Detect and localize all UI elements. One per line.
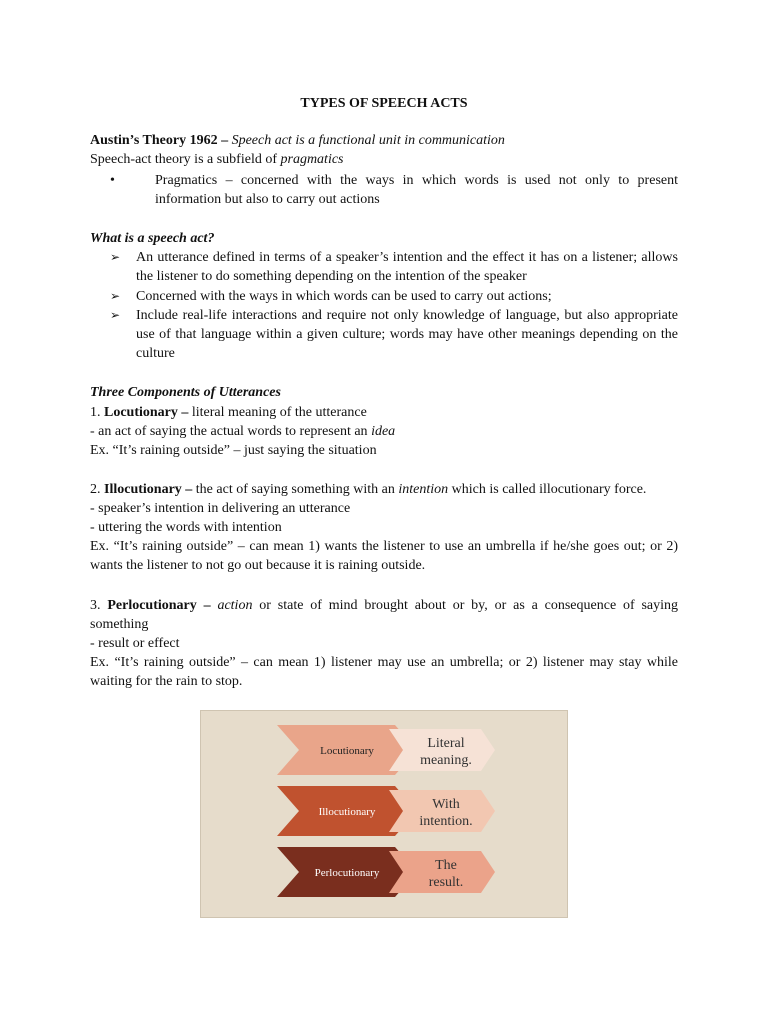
what-point-2	[110, 287, 678, 306]
page-title: TYPES OF SPEECH ACTS	[300, 96, 468, 111]
what-point-text: Include real-life interactions and require not only knowledge of language, but also appropriate use of that language within a given culture; words may have other meanings depending on the culture	[136, 308, 678, 362]
diagram-row-perlocutionary	[277, 847, 495, 897]
perlocutionary-term: Perlocutionary –	[107, 598, 211, 613]
illocutionary-line2: - speaker’s intention in delivering an utterance	[90, 501, 351, 516]
what-point-3	[110, 306, 678, 364]
locutionary-definition	[90, 403, 678, 422]
pragmatics-bullet-text: Pragmatics – concerned with the ways in which words is used not only to present information but also to carry out actions	[155, 173, 678, 208]
diagram-rows	[277, 725, 495, 897]
illocutionary-desc-line1: With	[432, 797, 460, 812]
illocutionary-term: Illocutionary –	[104, 482, 193, 497]
austin-theory-line	[90, 131, 678, 150]
components-heading-text: Three Components of Utterances	[90, 385, 281, 400]
illocutionary-example: Ex. “It’s raining outside” – can mean 1) wants the listener to use an umbrella if he/she goes out; or 2) wants the listener to not go out because it is raining outside.	[90, 539, 678, 574]
locutionary-term: Locutionary –	[104, 405, 189, 420]
locutionary-desc-line1: Literal	[427, 736, 465, 751]
locutionary-def: literal meaning of the utterance	[188, 405, 367, 420]
perlocutionary-line2: - result or effect	[90, 636, 180, 651]
speech-act-diagram-svg	[201, 711, 567, 917]
what-point-text: An utterance defined in terms of a speaker’s intention and the effect it has on a listener; allows the listener to do something depending on the intention of the speaker	[136, 250, 678, 285]
locutionary-line2	[90, 422, 678, 441]
locutionary-desc-line2: meaning.	[420, 753, 472, 768]
illocutionary-def-post: which is called illocutionary force.	[448, 482, 647, 497]
perlocutionary-label: Perlocutionary	[314, 867, 380, 879]
diagram-row-locutionary	[277, 725, 495, 775]
bullet-dot-icon: •	[110, 173, 115, 188]
perlocutionary-definition	[90, 596, 678, 634]
what-point-1	[110, 248, 678, 286]
pragmatics-bullet	[110, 171, 678, 209]
diagram-row-illocutionary	[277, 786, 495, 836]
subfield-term: pragmatics	[280, 152, 344, 167]
locutionary-example: Ex. “It’s raining outside” – just saying the situation	[90, 443, 377, 458]
what-heading-text: What is a speech act?	[90, 231, 215, 246]
arrow-bullet-icon: ➢	[110, 250, 121, 264]
austin-heading: Austin’s Theory 1962 –	[90, 133, 229, 148]
arrow-bullet-icon: ➢	[110, 308, 121, 322]
speech-act-diagram	[200, 710, 568, 918]
locutionary-label: Locutionary	[320, 745, 374, 757]
illocutionary-label: Illocutionary	[318, 806, 376, 818]
perlocutionary-def-em: action	[217, 598, 253, 613]
perlocutionary-desc-line2: result.	[428, 875, 464, 890]
arrow-bullet-icon: ➢	[110, 289, 121, 303]
subfield-text: Speech-act theory is a subfield of	[90, 152, 281, 167]
what-point-text: Concerned with the ways in which words can be used to carry out actions;	[136, 289, 552, 304]
locutionary-line2-text: - an act of saying the actual words to represent an	[90, 424, 372, 439]
components-heading	[90, 383, 678, 402]
illocutionary-number: 2.	[90, 482, 101, 497]
perlocutionary-number: 3.	[90, 598, 101, 613]
perlocutionary-def-post: or state of mind brought about or by, or as a consequence of saying something	[90, 598, 679, 633]
locutionary-line2-em: idea	[371, 424, 396, 439]
illocutionary-line3: - uttering the words with intention	[90, 520, 282, 535]
illocutionary-def-em: intention	[398, 482, 449, 497]
perlocutionary-desc-line1: The	[435, 858, 457, 873]
illocutionary-desc-line2: intention.	[419, 814, 473, 829]
illocutionary-def-pre: the act of saying something with an	[192, 482, 399, 497]
illocutionary-definition	[90, 480, 678, 499]
locutionary-number: 1.	[90, 405, 101, 420]
subfield-line	[90, 150, 678, 169]
what-heading	[90, 229, 678, 248]
perlocutionary-example: Ex. “It’s raining outside” – can mean 1) listener may use an umbrella; or 2) listener may stay while waiting for the rain to stop.	[90, 655, 678, 690]
austin-subtitle: Speech act is a functional unit in communication	[231, 133, 505, 148]
